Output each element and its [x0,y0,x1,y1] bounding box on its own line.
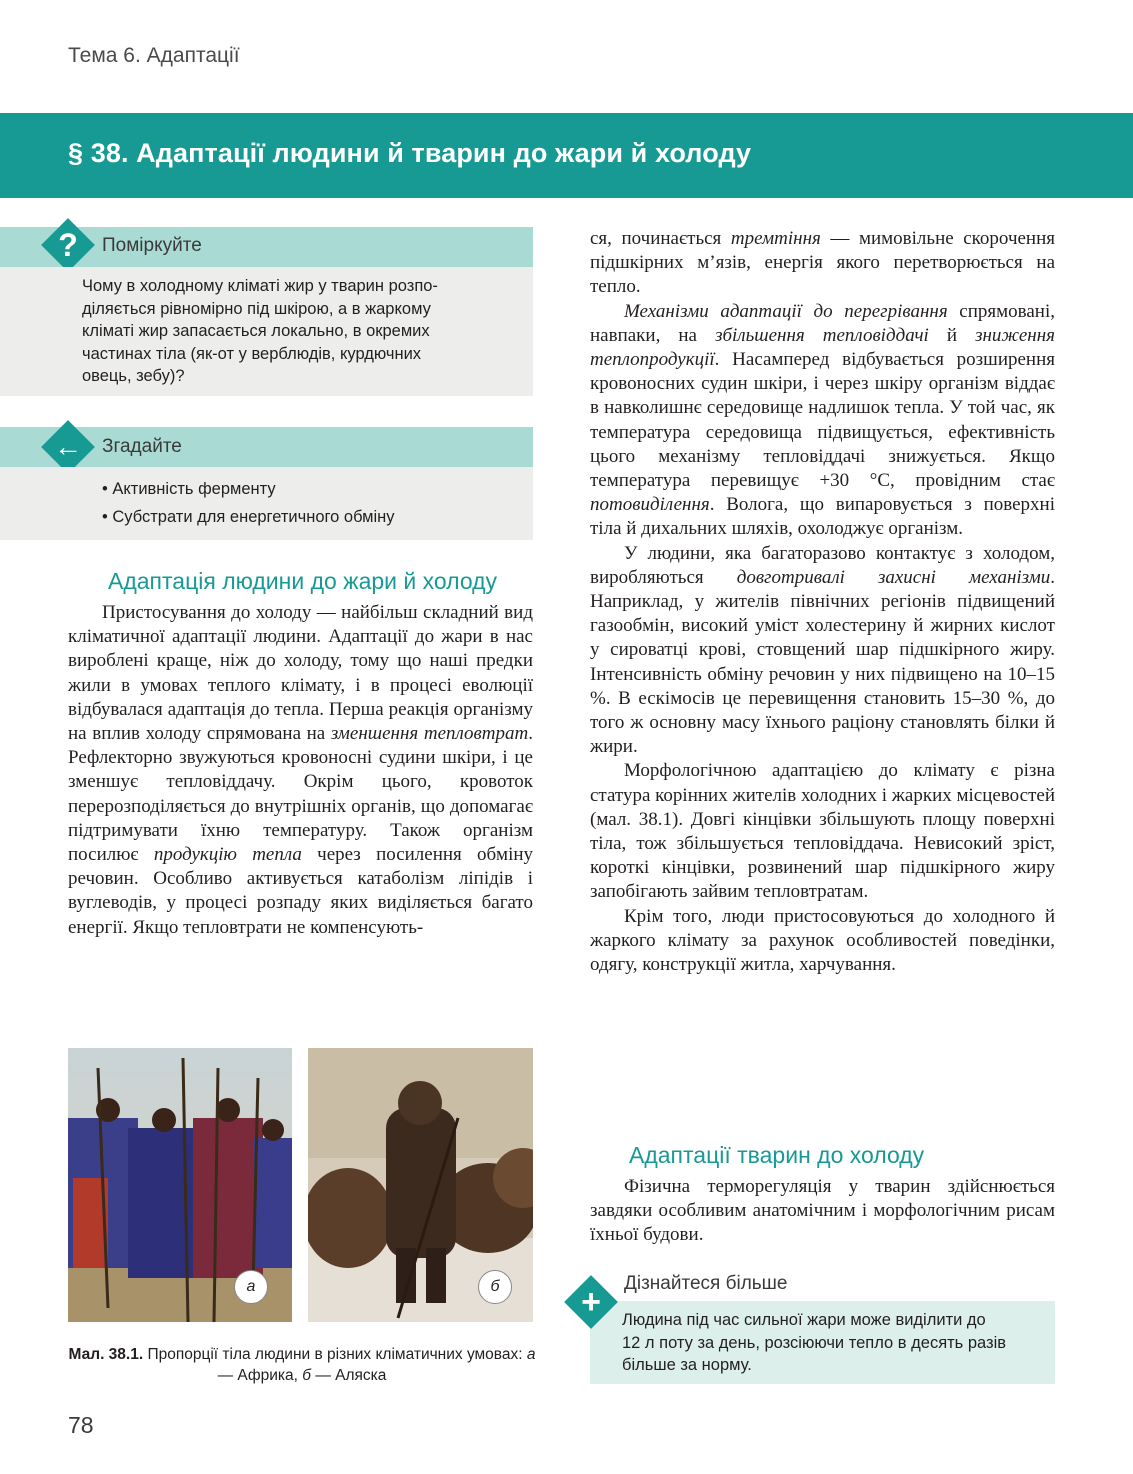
page-number: 78 [68,1412,94,1438]
know-line: Людина під час сильної жари може виділити до [622,1311,986,1329]
recall-box-label: Згадайте [102,436,182,457]
think-box-label: Поміркуйте [102,235,202,256]
paragraph: Морфологічною адаптацією до клімату є різна статура корінних жителів холодних і жарких місцевостей (мал. 38.1). Довгі кінцівки збільшують площу поверхні тіла, тож збільшується тепловіддача. Невисокий зріст, короткі кінцівки, розвинений шар підшкірного жиру запобігають зайвим тепловтратам. [590,760,1055,903]
caption-text: — Аляска [311,1367,387,1384]
arrow-left-icon: ← [54,431,82,462]
caption-letter: б [302,1367,312,1384]
know-line: більше за норму. [622,1356,752,1374]
page-title: § 38. Адаптації людини й тварин до жари й холоду [68,138,752,168]
text-run: . Рефлекторно звужуються кровоносні судини шкіри, і це зменшує тепловіддачу. Окрім цього, кровоток перерозподіляється до внутрішніх органів, що допомагає підтримувати їхню температуру. Також організм посилює [68,723,533,866]
text-emphasis: зменшення тепловтрат [330,723,529,745]
caption-text: — Африка, [217,1367,303,1384]
caption-number: Мал. 38.1. [68,1346,144,1363]
text-emphasis: зниження теплопродукції [590,324,1055,371]
caption-text: Пропорції тіла людини в різних кліматичних умовах: [143,1346,527,1363]
section-heading-human: Адаптація людини до жари й холоду [108,568,498,594]
text-run: . Насамперед відбувається розширення кровоносних судин шкіри, і через шкіру організм віддає в навколишнє середовище надлишок тепла. У той час, як температура середовища підвищується, ефективність цього механізму тепловіддачі знижується. Якщо температура перевищує +30 °С, провідним стає [590,349,1055,492]
text-emphasis: потовиділення [590,494,710,516]
running-head: Тема 6. Адаптації [68,44,240,67]
photo-africa [68,1048,292,1322]
think-line: Чому в холодному кліматі жир у тварин розпо- [82,277,438,295]
text-emphasis: збільшення тепловіддачі [715,324,929,346]
recall-item: • Активність ферменту [102,480,276,498]
right-column-text [590,227,1055,977]
think-line: діляється рівномірно під шкірою, а в жаркому [82,299,431,318]
recall-item: • Субстрати для енергетичного обміну [102,508,395,526]
title-bar [0,113,1133,198]
think-line: овець, зебу)? [82,367,185,385]
section-heading-animals: Адаптації тварин до холоду [629,1142,925,1168]
text-run: — мимовільне скорочення підшкірних м’язів, енергія якого перетворюється на тепло. [590,228,1056,298]
text-run: . Волога, що випаровується з поверхні тіла й дихальних шляхів, охолоджує організм. [590,494,1055,540]
text-emphasis: продукцію тепла [153,844,302,866]
left-column-text [68,601,533,940]
photo-label-b: б [478,1270,512,1304]
text-emphasis: Механізми адаптації до перегрівання [624,300,948,322]
text-run: ся, починається [590,228,731,249]
text-emphasis: довготривалі захисні механізми [736,566,1051,588]
text-emphasis: тремтіння [730,228,821,249]
paragraph: Фізична терморегуляція у тварин здійснюється завдяки особливим анатомічним і морфологічним рисам їхньої будови. [590,1176,1055,1246]
paragraph: Крім того, люди пристосовуються до холодного й жаркого клімату за рахунок особливостей поведінки, одягу, конструкції житла, харчування. [590,905,1055,976]
think-box-text [82,275,522,388]
know-line: 12 л поту за день, розсіюючи тепло в десять разів [622,1333,1007,1352]
recall-box-list [102,475,522,531]
think-line: кліматі жир запасається локально, в окремих [82,322,430,340]
text-run: Пристосування до холоду — найбільш складний вид кліматичної адаптації людини. Адаптації до жари в нас вироблені краще, ніж до холоду, тому що наші предки жили в умовах теплого клімату, і в процесі еволюції відбувалася адаптація до тепла. Перша реакція організму на вплив холоду спрямована на [68,602,533,745]
think-line: частинах тіла (як-от у верблюдів, курдючних [82,344,422,363]
know-more-label: Дізнайтеся більше [624,1273,788,1294]
plus-icon: + [581,1282,601,1321]
right-column-text-2 [590,1175,1055,1248]
caption-letter: а [526,1346,536,1363]
know-more-text [622,1309,1050,1377]
photo-label-a: а [234,1270,268,1304]
text-run: спрямовані, навпаки, на [590,300,1055,346]
photo-alaska [308,1048,533,1322]
text-run: й [928,324,976,346]
text-run: . Наприклад, у жителів північних регіонів підвищений газообмін, високий уміст холестерину й жирних кислот у сироватці крові, стовщений шар підшкірного жиру. Інтенсивність обміну речовин у них підвищено на 10–15 %. В ескімосів це перевищення становить 15–30 %, до того ж основну масу їхнього раціону становлять білки й жири. [590,566,1055,758]
text-run: через посилення обміну речовин. Особливо активується катаболізм ліпідів і вуглеводів, у процесі розпаду яких виділяється багато енергії. Якщо тепловтрати не компенсують- [68,844,534,938]
question-icon: ? [58,226,78,263]
figure-caption [68,1344,536,1386]
text-run: У людини, яка багаторазово контактує з холодом, виробляються [590,542,1055,588]
